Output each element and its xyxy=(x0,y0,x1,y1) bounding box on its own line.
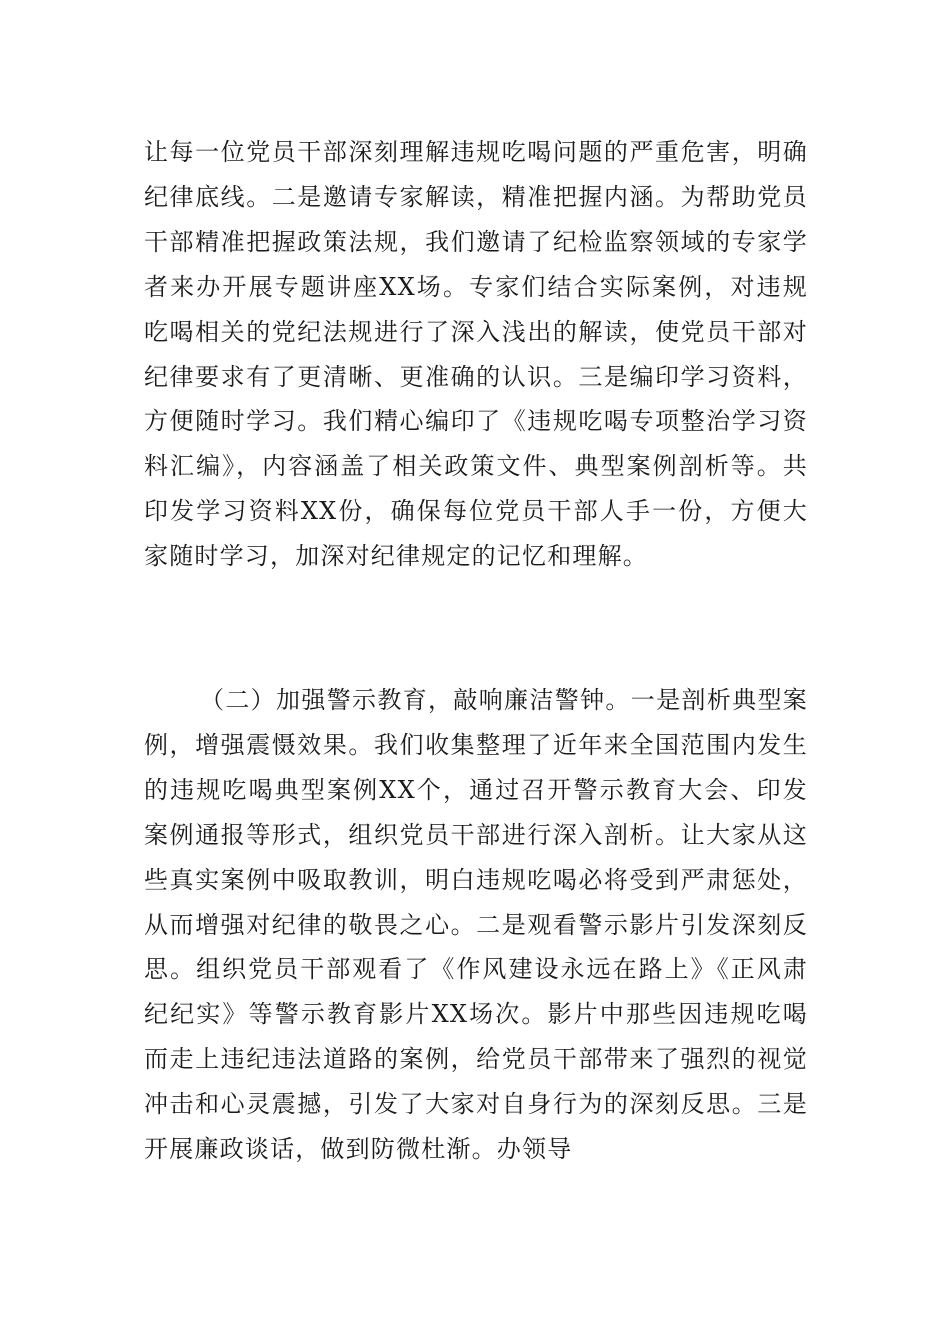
body-paragraph-section-2: （二）加强警示教育，敲响廉洁警钟。一是剖析典型案例，增强震慑效果。我们收集整理了近年来全国范围内发生的违规吃喝典型案例XX个，通过召开警示教育大会、印发案例通报等形式，组织党员干部进行深入剖析。让大家从这些真实案例中吸取教训，明白违规吃喝必将受到严肃惩处，从而增强对纪律的敬畏之心。二是观看警示影片引发深刻反思。组织党员干部观看了《作风建设永远在路上》《正风肃纪纪实》等警示教育影片XX场次。影片中那些因违规吃喝而走上违纪违法道路的案例，给党员干部带来了强烈的视觉冲击和心灵震撼，引发了大家对自身行为的深刻反思。三是开展廉政谈话，做到防微杜渐。办领导 xyxy=(144,686,808,1164)
body-paragraph-continued: 让每一位党员干部深刻理解违规吃喝问题的严重危害，明确纪律底线。二是邀请专家解读，精准把握内涵。为帮助党员干部精准把握政策法规，我们邀请了纪检监察领域的专家学者来办开展专题讲座XX场。专家们结合实际案例，对违规吃喝相关的党纪法规进行了深入浅出的解读，使党员干部对纪律要求有了更清晰、更准确的认识。三是编印学习资料，方便随时学习。我们精心编印了《违规吃喝专项整治学习资料汇编》，内容涵盖了相关政策文件、典型案例剖析等。共印发学习资料XX份，确保每位党员干部人手一份，方便大家随时学习，加深对纪律规定的记忆和理解。 xyxy=(144,138,808,571)
